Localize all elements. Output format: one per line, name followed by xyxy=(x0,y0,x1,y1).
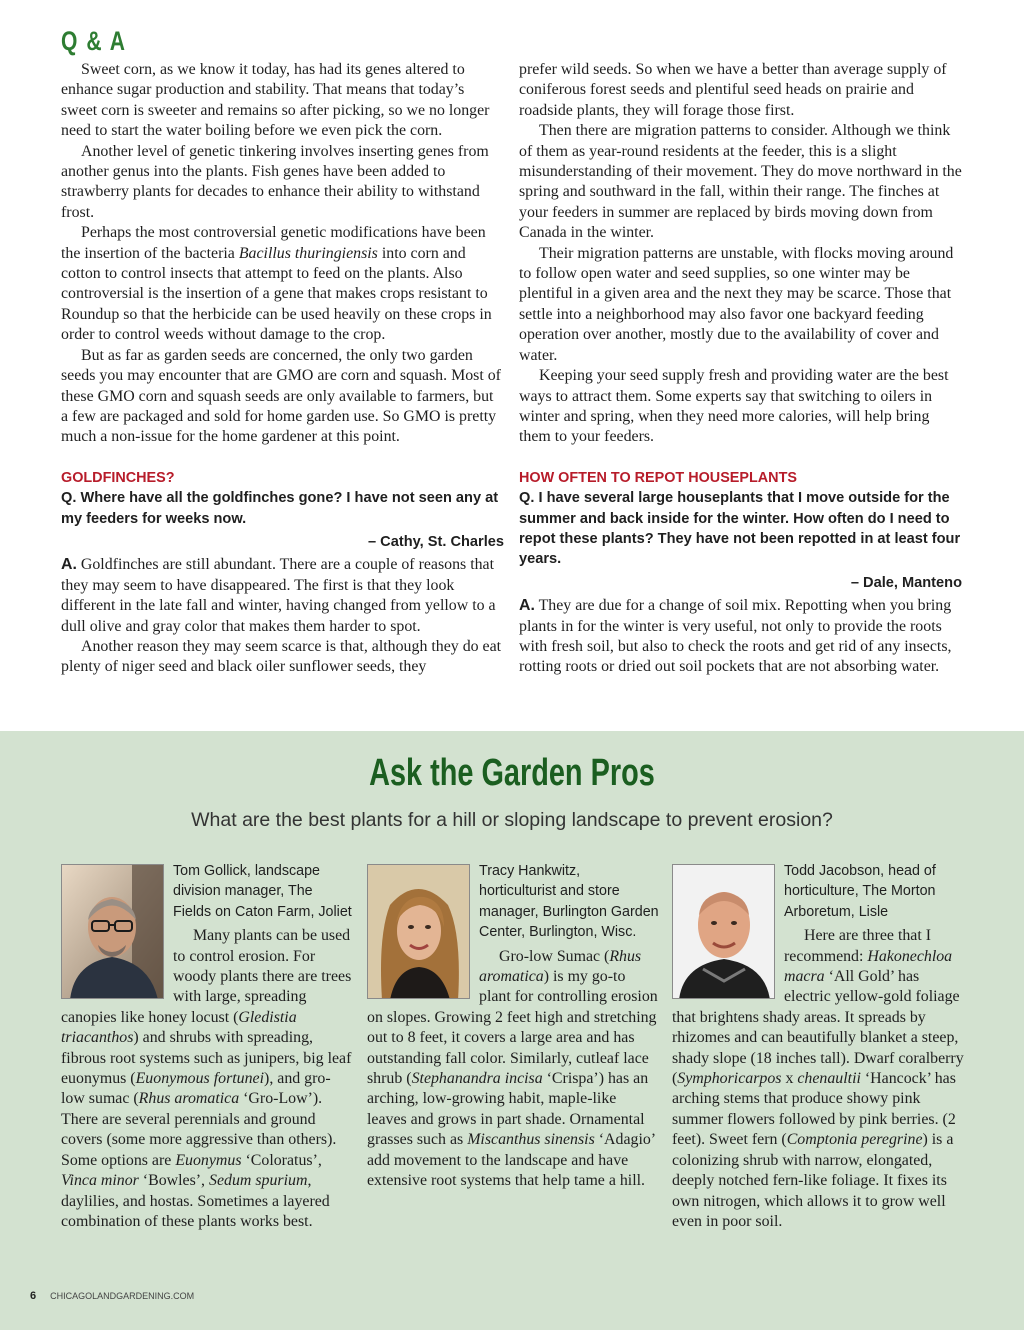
text-run: ), and gro-low sumac ( xyxy=(61,1070,331,1108)
italic-term: Vinca minor xyxy=(61,1172,139,1190)
text-run: Perhaps the most controversial genetic modifications have been the insertion of the bacteria xyxy=(61,224,486,262)
garden-pros-question: What are the best plants for a hill or sloping landscape to prevent erosion? xyxy=(191,809,833,831)
italic-term: Symphoricarpos xyxy=(677,1070,782,1088)
page-footer xyxy=(30,1290,194,1302)
text-run: into corn and cotton to control insects that attempt to feed on the plants. Also controversial is the insertion of a gene that makes crops resistant to Roundup so that the herbicide can be used heavily on these crops in order to control weeds without damage to the crop. xyxy=(61,244,492,344)
pro-answer-todd-jacobson xyxy=(672,861,964,1232)
qa-title: Q & A xyxy=(61,26,127,56)
italic-term: Euonymous fortunei xyxy=(135,1070,265,1088)
text-run: They are due for a change of soil mix. Repotting when you bring plants in for the winter is very useful, not only to provide the roots with fresh soil, but also to check the roots and get rid of any insects, rotting roots or dried out soil pockets that are not absorbing water. xyxy=(519,597,952,676)
goldfinch-answer: Their migration patterns are unstable, with flocks moving around to follow open water and seed supplies, so one winter may be plentiful in a given area and the next they may be scarce. Those that settle into a neighborhood may also favor one backyard feeding operation over another, mostly due to the availability of cover and water. xyxy=(519,244,954,364)
text-run: ) is a colonizing shrub with narrow, elongated, deeply notched fern-like foliage. It fixes its own nitrogen, which allows it to grow well even in poor soil. xyxy=(672,1131,954,1230)
text-run: x xyxy=(781,1070,798,1088)
site-url: CHICAGOLANDGARDENING.COM xyxy=(50,1291,195,1301)
italic-term: Rhus aromatica xyxy=(479,947,642,986)
goldfinch-heading: GOLDFINCHES? xyxy=(61,469,175,486)
goldfinch-answer xyxy=(61,555,504,637)
pro-name: Tracy Hankwitz, horticulturist and store manager, Burlington Garden Center, Burlington, Wisc. xyxy=(479,863,659,941)
portrait-image xyxy=(368,865,470,999)
repot-question: Q. I have several large houseplants that I move outside for the summer and back inside for the winter. How often do I need to repot these plants? They have not been repotted in at least four years. xyxy=(519,490,961,568)
text-run: ‘Gro-Low’). There are several perennials and ground covers (some more aggressive than others). Some options are xyxy=(61,1090,337,1169)
italic-term: Miscanthus sinensis xyxy=(467,1131,595,1149)
text-run: ‘All Gold’ has electric yellow-gold foliage that brightens shady areas. It spreads by rhizomes and can beautifully blanket a steep, shady slope (18 inches tall). Dwarf coralberry ( xyxy=(672,968,964,1088)
text-run: ‘Bowles’, xyxy=(138,1172,210,1190)
text-run: , daylilies, and hostas. Sometimes a layered combination of these plants works best. xyxy=(61,1172,330,1230)
text-run: ) is my go-to plant for controlling erosion on slopes. Growing 2 feet high and stretching out to 8 feet, it covers a large area and has outstanding fall color. Similarly, cutleaf lace shrub ( xyxy=(367,968,658,1088)
italic-term: Rhus aromatica xyxy=(138,1090,240,1108)
qa-right-column xyxy=(519,60,962,678)
qa-left-column xyxy=(61,60,504,678)
todd-jacobson-photo xyxy=(672,864,775,999)
italic-term: Hakonechloa macra xyxy=(784,947,953,986)
goldfinch-answer: prefer wild seeds. So when we have a better than average supply of coniferous forest seeds and plentiful seed heads on prairie and roadside plants, they will forage those first. xyxy=(519,61,947,119)
text-run: Here are three that I recommend: xyxy=(784,927,932,965)
answer-label: A. xyxy=(519,597,535,615)
text-run: Many plants can be used to control erosion. For woody plants there are trees with large, spreading canopies like honey locust ( xyxy=(61,927,352,1026)
goldfinch-question: Q. Where have all the goldfinches gone? I have not seen any at my feeders for weeks now. xyxy=(61,490,499,527)
text-run: Goldfinches are still abundant. There are a couple of reasons that they may seem to have disappeared. The first is that they look different in the late fall and winter, having changed from yellow to a dull olive and gray color that makes them harder to spot. xyxy=(61,556,496,635)
italic-term: Comptonia peregrine xyxy=(786,1131,923,1149)
italic-term: Bacillus thuringiensis xyxy=(238,244,378,262)
pro-name: Todd Jacobson, head of horticulture, The Morton Arboretum, Lisle xyxy=(784,863,936,920)
text-run: ‘Adagio’ add movement to the landscape and have extensive root systems that help tame a hill. xyxy=(367,1131,655,1190)
repot-heading: HOW OFTEN TO REPOT HOUSEPLANTS xyxy=(519,469,797,486)
goldfinch-answer: Keeping your seed supply fresh and providing water are the best ways to attract them. Some experts say that switching to oilers in winter and spring, when they need more calories, will help bring them to your feeders. xyxy=(519,367,949,446)
answer-label: A. xyxy=(61,556,77,574)
goldfinch-answer: Then there are migration patterns to consider. Although we think of them as year-round residents at the feeder, this is a slight misunderstanding of their movement. They do move northward in the spring and southward in the fall, within their range. The finches at your feeders in summer are replaced by birds moving down from Canada in the winter. xyxy=(519,122,962,242)
title-text: Ask the Garden Pros xyxy=(369,752,655,794)
portrait-image xyxy=(673,865,775,999)
pro-name: Tom Gollick, landscape division manager, The Fields on Caton Farm, Joliet xyxy=(173,863,352,920)
italic-term: Sedum spurium xyxy=(209,1172,308,1190)
repot-answer xyxy=(519,596,962,678)
italic-term: Stephanandra incisa xyxy=(411,1070,543,1088)
portrait-image xyxy=(62,865,164,999)
page-number: 6 xyxy=(30,1290,37,1302)
italic-term: chenaultii xyxy=(797,1070,861,1088)
italic-term: Gledistia triacanthos xyxy=(61,1008,297,1047)
text-run: ‘Crispa’) has an arching, low-growing habit, maple-like leaves and grows in part shade. Ornamental grasses such as xyxy=(367,1070,649,1149)
pro-answer-tom-gollick xyxy=(61,861,353,1232)
gmo-paragraph xyxy=(61,223,504,345)
repot-asker: – Dale, Manteno xyxy=(850,574,962,591)
pro-answer-tracy-hankwitz xyxy=(367,861,659,1192)
tom-gollick-photo xyxy=(61,864,164,999)
text-run: ‘Hancock’ has arching stems that produce showy pink summer flowers followed by pink berries. (2 feet). Sweet fern ( xyxy=(672,1070,956,1149)
gmo-paragraph: But as far as garden seeds are concerned, the only two garden seeds you may encounter that are GMO are corn and squash. Most of these GMO corn and squash seeds are only available to farmers, but a few are packaged and sold for home garden use. So GMO is pretty much a non-issue for the home gardener at this point. xyxy=(61,346,501,446)
text-run: ) and shrubs with spreading, fibrous root systems such as junipers, big leaf euonymus ( xyxy=(61,1029,352,1088)
gmo-paragraph: Sweet corn, as we know it today, has had its genes altered to enhance sugar production and stability. That means that today’s sweet corn is sweeter and remains so after picking, so we no longer need to start the water boiling before we even pick the corn. xyxy=(61,61,490,140)
italic-term: Euonymus xyxy=(175,1151,242,1169)
gmo-paragraph: Another level of genetic tinkering involves inserting genes from another genus into the plants. Fish genes have been added to strawberry plants for decades to enhance their ability to withstand frost. xyxy=(61,142,489,221)
tracy-hankwitz-photo xyxy=(367,864,470,999)
goldfinch-asker: – Cathy, St. Charles xyxy=(368,533,504,550)
text-run: Gro-low Sumac ( xyxy=(499,947,610,965)
goldfinch-answer: Another reason they may seem scarce is that, although they do eat plenty of niger seed and black oiler sunflower seeds, they xyxy=(61,637,502,676)
garden-pros-title xyxy=(0,752,1024,795)
text-run: ‘Coloratus’, xyxy=(241,1151,322,1169)
